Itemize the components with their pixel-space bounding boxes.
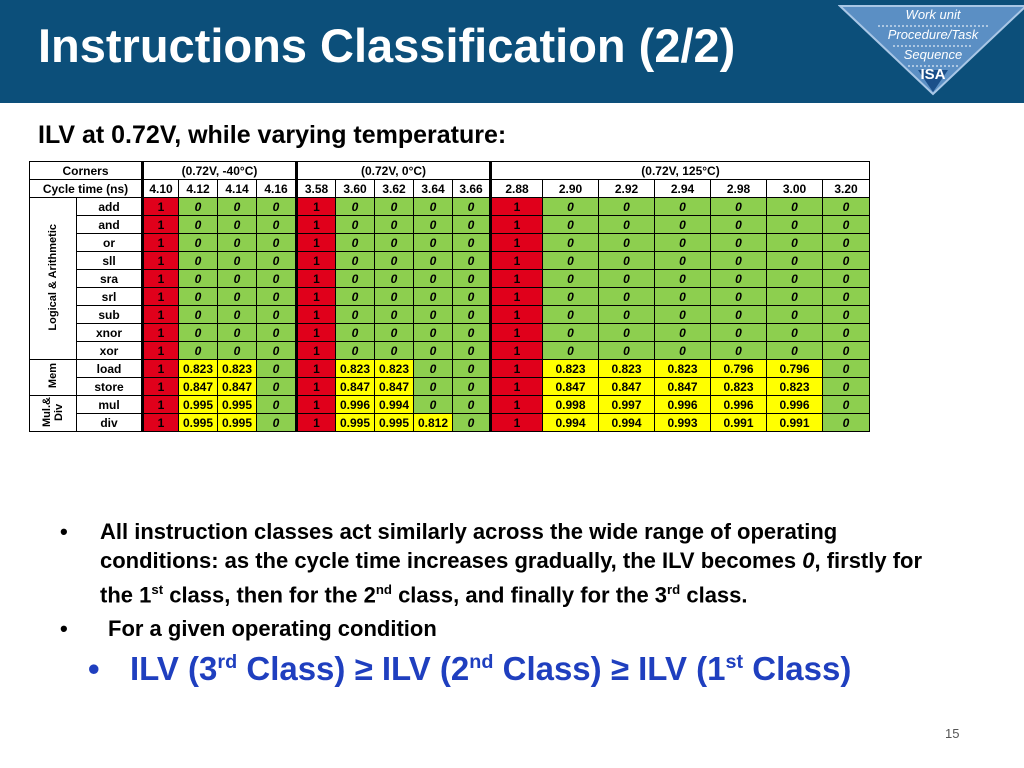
ilv-value-cell: 0	[823, 396, 870, 414]
ilv-value-cell: 0.996	[655, 396, 711, 414]
superscript: nd	[469, 651, 494, 674]
bullet-text: For a given operating condition	[108, 616, 437, 642]
ilv-value-cell: 0	[823, 378, 870, 396]
instruction-name: div	[77, 414, 143, 432]
ilv-value-cell: 0	[375, 252, 414, 270]
ilv-value-cell: 0	[823, 216, 870, 234]
bullet-instruction-classes	[60, 517, 960, 609]
ilv-value-cell: 0	[767, 234, 823, 252]
ilv-value-cell: 1	[297, 324, 336, 342]
bullet-dot: •	[60, 616, 68, 642]
ilv-value-cell: 0	[414, 342, 453, 360]
ilv-value-cell: 0.996	[336, 396, 375, 414]
superscript: rd	[667, 582, 681, 597]
ilv-value-cell: 0.823	[375, 360, 414, 378]
table-row	[30, 270, 870, 288]
ilv-value-cell: 0	[414, 234, 453, 252]
ilv-value-cell: 0	[543, 216, 599, 234]
ilv-value-cell: 0	[453, 324, 491, 342]
ilv-value-cell: 0	[655, 270, 711, 288]
ilv-value-cell: 0	[414, 252, 453, 270]
cycle-time-cell: 3.62	[375, 180, 414, 198]
ilv-value-cell: 0	[218, 288, 257, 306]
cycle-time-cell: 3.64	[414, 180, 453, 198]
ilv-value-cell: 0	[655, 234, 711, 252]
ilv-value-cell: 0	[599, 342, 655, 360]
ilv-value-cell: 0	[453, 198, 491, 216]
ilv-value-cell: 0	[767, 198, 823, 216]
ilv-value-cell: 0	[711, 288, 767, 306]
ilv-value-cell: 0.996	[711, 396, 767, 414]
ilv-value-cell: 0	[375, 288, 414, 306]
ilv-value-cell: 1	[491, 306, 543, 324]
ilv-value-cell: 0	[599, 198, 655, 216]
ilv-value-cell: 0	[336, 306, 375, 324]
ilv-value-cell: 0	[179, 342, 218, 360]
corner-header: (0.72V, -40°C)	[143, 162, 297, 180]
ilv-value-cell: 0	[767, 216, 823, 234]
ilv-value-cell: 0	[218, 252, 257, 270]
ilv-value-cell: 0	[336, 252, 375, 270]
ilv-value-cell: 0.823	[711, 378, 767, 396]
ilv-value-cell: 0	[453, 216, 491, 234]
ilv-value-cell: 0.847	[655, 378, 711, 396]
ilv-value-cell: 1	[491, 252, 543, 270]
corner-header: (0.72V, 0°C)	[297, 162, 491, 180]
ilv-value-cell: 0	[218, 306, 257, 324]
cycle-time-cell: 3.60	[336, 180, 375, 198]
instruction-name: or	[77, 234, 143, 252]
ilv-value-cell: 0	[179, 270, 218, 288]
ilv-value-cell: 0	[257, 234, 297, 252]
ilv-value-cell: 1	[143, 342, 179, 360]
ilv-value-cell: 0	[453, 342, 491, 360]
instruction-name: xor	[77, 342, 143, 360]
ilv-value-cell: 0	[823, 198, 870, 216]
ilv-value-cell: 0	[453, 396, 491, 414]
ilv-value-cell: 0.995	[336, 414, 375, 432]
ilv-value-cell: 0.823	[767, 378, 823, 396]
group-label: Mul.& Div	[41, 397, 65, 427]
group-label-cell	[30, 396, 77, 432]
title-bar	[0, 0, 1024, 103]
table-row	[30, 414, 870, 432]
ilv-value-cell: 0	[414, 324, 453, 342]
ilv-value-cell: 0	[599, 324, 655, 342]
ilv-value-cell: 0.823	[543, 360, 599, 378]
ilv-value-cell: 0	[655, 306, 711, 324]
corner-header: (0.72V, 125°C)	[491, 162, 870, 180]
ilv-value-cell: 0	[453, 360, 491, 378]
superscript: rd	[217, 651, 238, 674]
ilv-value-cell: 1	[491, 378, 543, 396]
ilv-value-cell: 0	[179, 324, 218, 342]
ilv-value-cell: 0	[336, 342, 375, 360]
table-row	[30, 252, 870, 270]
ilv-value-cell: 0	[543, 324, 599, 342]
superscript: st	[725, 651, 744, 674]
ilv-value-cell: 0	[414, 198, 453, 216]
ilv-value-cell: 0.998	[543, 396, 599, 414]
ilv-value-cell: 0	[218, 234, 257, 252]
ilv-value-cell: 0	[257, 360, 297, 378]
ilv-value-cell: 1	[491, 234, 543, 252]
ilv-value-cell: 0	[179, 198, 218, 216]
ilv-value-cell: 0	[414, 306, 453, 324]
ilv-value-cell: 1	[143, 252, 179, 270]
ilv-value-cell: 0	[179, 306, 218, 324]
ilv-value-cell: 0	[543, 234, 599, 252]
ilv-value-cell: 1	[143, 306, 179, 324]
cycle-time-cell: 2.90	[543, 180, 599, 198]
ilv-value-cell: 0	[414, 216, 453, 234]
table-row	[30, 396, 870, 414]
ilv-value-cell: 0	[711, 252, 767, 270]
ilv-value-cell: 1	[143, 216, 179, 234]
ilv-value-cell: 1	[491, 360, 543, 378]
ilv-value-cell: 0	[375, 234, 414, 252]
ilv-value-cell: 0	[599, 288, 655, 306]
hierarchy-badge	[838, 4, 1024, 96]
ilv-value-cell: 1	[297, 360, 336, 378]
cycle-time-cell: 4.16	[257, 180, 297, 198]
ilv-value-cell: 0.994	[543, 414, 599, 432]
ilv-value-cell: 0	[823, 414, 870, 432]
ilv-value-cell: 0	[599, 270, 655, 288]
ilv-value-cell: 0	[218, 324, 257, 342]
ilv-value-cell: 0	[599, 306, 655, 324]
cycle-time-cell: 3.58	[297, 180, 336, 198]
ilv-value-cell: 0	[599, 234, 655, 252]
table-row	[30, 306, 870, 324]
ilv-value-cell: 0	[257, 378, 297, 396]
ilv-value-cell: 1	[491, 414, 543, 432]
slide-subtitle: ILV at 0.72V, while varying temperature:	[38, 121, 507, 149]
ilv-value-cell: 0.995	[218, 414, 257, 432]
ilv-value-cell: 0	[655, 324, 711, 342]
page-number: 15	[945, 726, 960, 741]
ilv-value-cell: 1	[143, 414, 179, 432]
group-label-cell	[30, 198, 77, 360]
ilv-value-cell: 0	[257, 342, 297, 360]
cycle-time-cell: 3.20	[823, 180, 870, 198]
ilv-value-cell: 0	[257, 414, 297, 432]
ilv-value-cell: 1	[491, 216, 543, 234]
ilv-value-cell: 0.847	[375, 378, 414, 396]
ilv-value-cell: 1	[491, 342, 543, 360]
ilv-value-cell: 0	[599, 216, 655, 234]
ilv-value-cell: 1	[297, 396, 336, 414]
bullet-text: Class)	[743, 650, 852, 688]
ilv-value-cell: 0.823	[336, 360, 375, 378]
bullet-text: Class) ≥ ILV (2	[237, 650, 470, 688]
bullet-text: Class) ≥ ILV (1	[493, 650, 726, 688]
ilv-value-cell: 0	[218, 198, 257, 216]
table-row	[30, 216, 870, 234]
ilv-value-cell: 0.796	[767, 360, 823, 378]
ilv-value-cell: 1	[297, 216, 336, 234]
ilv-value-cell: 0	[823, 342, 870, 360]
ilv-value-cell: 0.991	[767, 414, 823, 432]
ilv-value-cell: 0	[543, 198, 599, 216]
ilv-value-cell: 0	[767, 252, 823, 270]
table-row	[30, 324, 870, 342]
ilv-value-cell: 1	[297, 234, 336, 252]
ilv-value-cell: 0	[257, 288, 297, 306]
cycle-time-cell: 2.94	[655, 180, 711, 198]
table-row	[30, 378, 870, 396]
slide-title: Instructions Classification (2/2)	[38, 19, 736, 72]
ilv-value-cell: 1	[491, 270, 543, 288]
ilv-value-cell: 0	[823, 252, 870, 270]
ilv-value-cell: 0	[336, 216, 375, 234]
corners-label: Corners	[30, 162, 143, 180]
ilv-value-cell: 0	[375, 324, 414, 342]
ilv-value-cell: 0	[543, 270, 599, 288]
ilv-value-cell: 0	[767, 288, 823, 306]
ilv-value-cell: 0.847	[218, 378, 257, 396]
ilv-value-cell: 0	[655, 216, 711, 234]
ilv-value-cell: 1	[491, 288, 543, 306]
ilv-value-cell: 0.847	[599, 378, 655, 396]
ilv-value-cell: 0	[711, 306, 767, 324]
ilv-value-cell: 1	[491, 396, 543, 414]
ilv-value-cell: 0	[375, 306, 414, 324]
superscript: nd	[375, 582, 392, 597]
ilv-value-cell: 0	[257, 306, 297, 324]
ilv-value-cell: 0	[543, 342, 599, 360]
ilv-value-cell: 0	[179, 288, 218, 306]
instruction-name: mul	[77, 396, 143, 414]
ilv-value-cell: 0	[218, 270, 257, 288]
ilv-value-cell: 0	[375, 216, 414, 234]
ilv-value-cell: 0	[823, 270, 870, 288]
ilv-value-cell: 1	[143, 324, 179, 342]
cycle-time-cell: 2.92	[599, 180, 655, 198]
ilv-value-cell: 0.847	[543, 378, 599, 396]
ilv-value-cell: 0	[257, 324, 297, 342]
badge-work-unit: Work unit	[905, 7, 961, 22]
cycle-time-cell: 2.88	[491, 180, 543, 198]
ilv-value-cell: 0	[218, 216, 257, 234]
ilv-value-cell: 0	[218, 342, 257, 360]
ilv-value-cell: 0	[179, 252, 218, 270]
ilv-value-cell: 0.847	[179, 378, 218, 396]
bullet-operating-condition	[60, 616, 960, 642]
cycle-time-cell: 4.12	[179, 180, 218, 198]
ilv-value-cell: 0	[414, 378, 453, 396]
ilv-value-cell: 1	[297, 342, 336, 360]
ilv-value-cell: 1	[143, 288, 179, 306]
bullet-text: , firstly for the 1	[100, 548, 923, 608]
table-row	[30, 288, 870, 306]
ilv-value-cell: 0	[453, 270, 491, 288]
instruction-name: srl	[77, 288, 143, 306]
ilv-value-cell: 0	[453, 378, 491, 396]
instruction-name: load	[77, 360, 143, 378]
ilv-value-cell: 0.995	[375, 414, 414, 432]
ilv-value-cell: 0	[823, 324, 870, 342]
instruction-name: xnor	[77, 324, 143, 342]
badge-sequence: Sequence	[903, 47, 963, 62]
ilv-value-cell: 0	[414, 396, 453, 414]
bullet-text: class, and finally for the 3	[391, 582, 668, 608]
ilv-value-cell: 1	[143, 396, 179, 414]
ilv-value-cell: 0	[257, 216, 297, 234]
ilv-value-cell: 1	[297, 414, 336, 432]
ilv-value-cell: 0.993	[655, 414, 711, 432]
ilv-value-cell: 0.823	[179, 360, 218, 378]
ilv-value-cell: 0	[711, 216, 767, 234]
ilv-value-cell: 0.812	[414, 414, 453, 432]
ilv-value-cell: 0	[453, 234, 491, 252]
ilv-value-cell: 0	[336, 324, 375, 342]
superscript: st	[151, 582, 164, 597]
instruction-name: sll	[77, 252, 143, 270]
ilv-value-cell: 0	[767, 306, 823, 324]
cycle-time-label: Cycle time (ns)	[30, 180, 143, 198]
ilv-value-cell: 0	[414, 270, 453, 288]
ilv-value-cell: 0	[414, 288, 453, 306]
ilv-value-cell: 0	[655, 288, 711, 306]
bullet-dot: •	[88, 650, 100, 688]
ilv-value-cell: 1	[297, 378, 336, 396]
ilv-value-cell: 0	[453, 288, 491, 306]
ilv-value-cell: 0	[767, 324, 823, 342]
ilv-value-cell: 1	[491, 324, 543, 342]
badge-isa: ISA	[920, 66, 946, 83]
ilv-value-cell: 0	[543, 306, 599, 324]
ilv-value-cell: 0	[179, 216, 218, 234]
ilv-value-cell: 0.997	[599, 396, 655, 414]
ilv-value-cell: 1	[297, 306, 336, 324]
ilv-value-cell: 0	[711, 324, 767, 342]
ilv-value-cell: 1	[297, 270, 336, 288]
ilv-value-cell: 0.996	[767, 396, 823, 414]
ilv-table	[29, 161, 870, 432]
ilv-value-cell: 1	[143, 198, 179, 216]
ilv-value-cell: 0.823	[599, 360, 655, 378]
bullet-text: ILV (3	[130, 650, 218, 688]
ilv-value-cell: 0	[711, 270, 767, 288]
table-row	[30, 360, 870, 378]
ilv-value-cell: 0	[599, 252, 655, 270]
ilv-value-cell: 0.994	[599, 414, 655, 432]
group-label-cell	[30, 360, 77, 396]
ilv-value-cell: 1	[297, 252, 336, 270]
instruction-name: and	[77, 216, 143, 234]
ilv-value-cell: 0	[336, 270, 375, 288]
badge-procedure: Procedure/Task	[887, 27, 979, 42]
bullet-zero: 0	[802, 548, 815, 573]
ilv-value-cell: 0	[257, 252, 297, 270]
ilv-value-cell: 0.991	[711, 414, 767, 432]
bullet-list	[60, 517, 960, 688]
ilv-value-cell: 0.995	[179, 396, 218, 414]
ilv-value-cell: 0	[711, 234, 767, 252]
ilv-value-cell: 0	[257, 198, 297, 216]
ilv-value-cell: 0.994	[375, 396, 414, 414]
ilv-value-cell: 0	[543, 288, 599, 306]
ilv-value-cell: 1	[143, 270, 179, 288]
ilv-value-cell: 1	[491, 198, 543, 216]
table-row	[30, 198, 870, 216]
ilv-value-cell: 1	[143, 360, 179, 378]
ilv-value-cell: 0	[543, 252, 599, 270]
ilv-value-cell: 0	[823, 360, 870, 378]
ilv-value-cell: 0	[453, 252, 491, 270]
instruction-name: sub	[77, 306, 143, 324]
group-label: Mem	[47, 363, 59, 389]
ilv-value-cell: 0	[767, 342, 823, 360]
ilv-value-cell: 1	[297, 288, 336, 306]
instruction-name: add	[77, 198, 143, 216]
cycle-time-cell: 4.14	[218, 180, 257, 198]
cycle-time-cell: 4.10	[143, 180, 179, 198]
ilv-value-cell: 1	[297, 198, 336, 216]
bullet-text: class, then for the 2	[163, 582, 376, 608]
ilv-value-cell: 0	[655, 342, 711, 360]
ilv-value-cell: 0.995	[179, 414, 218, 432]
group-label: Logical & Arithmetic	[47, 223, 59, 331]
ilv-value-cell: 1	[143, 234, 179, 252]
ilv-value-cell: 0	[767, 270, 823, 288]
ilv-value-cell: 0	[414, 360, 453, 378]
ilv-value-cell: 0	[375, 342, 414, 360]
ilv-value-cell: 0	[453, 414, 491, 432]
ilv-value-cell: 0	[655, 198, 711, 216]
ilv-value-cell: 0.796	[711, 360, 767, 378]
ilv-value-cell: 0	[179, 234, 218, 252]
ilv-value-cell: 0	[711, 342, 767, 360]
cycle-time-cell: 2.98	[711, 180, 767, 198]
cycle-time-cell: 3.66	[453, 180, 491, 198]
ilv-value-cell: 0	[375, 270, 414, 288]
ilv-value-cell: 0	[257, 396, 297, 414]
cycle-time-cell: 3.00	[767, 180, 823, 198]
ilv-value-cell: 0	[823, 306, 870, 324]
bullet-text: All instruction classes act similarly across the wide range of operating conditions: as the cycle time increases gradually, the ILV becomes	[100, 519, 838, 573]
ilv-value-cell: 0.823	[218, 360, 257, 378]
bullet-dot: •	[60, 519, 68, 544]
ilv-value-cell: 0	[453, 306, 491, 324]
ilv-value-cell: 0	[823, 288, 870, 306]
ilv-value-cell: 0	[655, 252, 711, 270]
instruction-name: sra	[77, 270, 143, 288]
instruction-name: store	[77, 378, 143, 396]
table-row	[30, 342, 870, 360]
bullet-text: class.	[680, 582, 748, 608]
ilv-value-cell: 0	[823, 234, 870, 252]
ilv-value-cell: 0	[711, 198, 767, 216]
table-row	[30, 234, 870, 252]
ilv-value-cell: 0	[336, 288, 375, 306]
bullet-ilv-relation	[60, 650, 960, 688]
ilv-value-cell: 0	[375, 198, 414, 216]
ilv-value-cell: 0.995	[218, 396, 257, 414]
ilv-value-cell: 1	[143, 378, 179, 396]
ilv-value-cell: 0	[336, 198, 375, 216]
ilv-value-cell: 0.847	[336, 378, 375, 396]
ilv-value-cell: 0.823	[655, 360, 711, 378]
ilv-value-cell: 0	[257, 270, 297, 288]
ilv-value-cell: 0	[336, 234, 375, 252]
